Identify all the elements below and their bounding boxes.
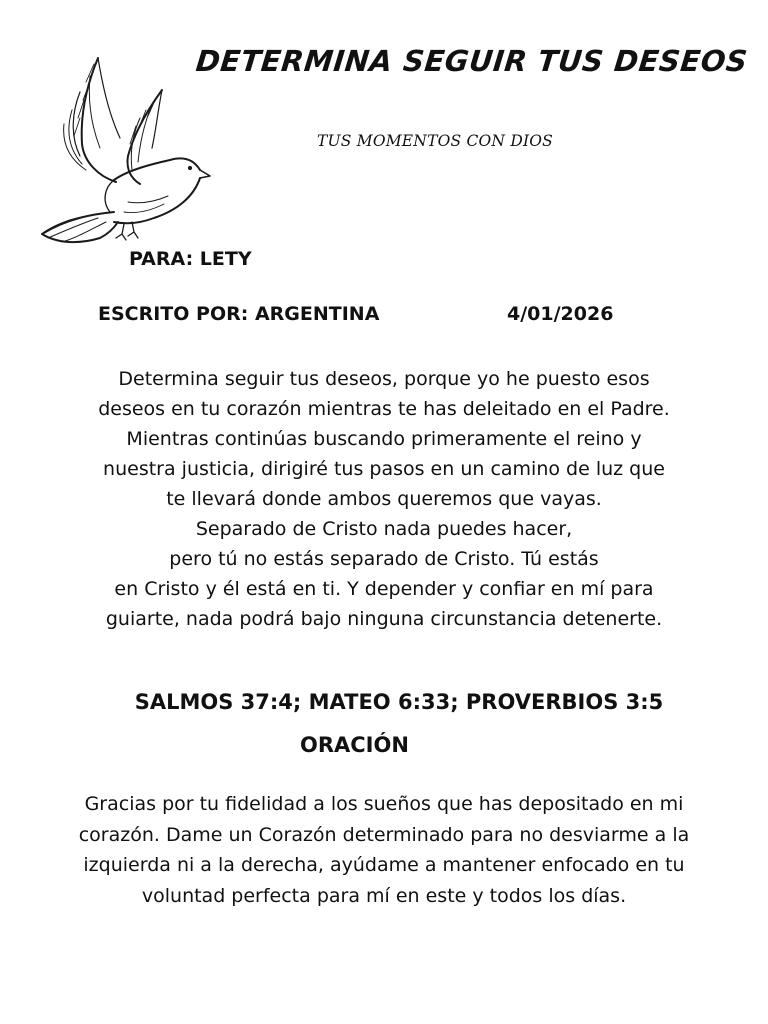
devotional-line: Determina seguir tus deseos, porque yo he puesto esos: [118, 368, 650, 390]
prayer-line: Gracias por tu fidelidad a los sueños que has depositado en mi: [84, 793, 684, 815]
devotional-line: deseos en tu corazón mientras te has deleitado en el Padre.: [98, 398, 670, 420]
prayer-line: izquierda ni a la derecha, ayúdame a mantener enfocado en tu: [83, 854, 685, 876]
prayer-line: voluntad perfecta para mí en este y todos los días.: [141, 884, 627, 907]
devotional-text: [60, 364, 708, 634]
recipient-line: PARA: LETY: [129, 248, 252, 270]
dove-illustration: [28, 52, 218, 252]
devotional-line: pero tú no estás separado de Cristo. Tú estás: [169, 548, 599, 570]
page-subtitle: TUS MOMENTOS CON DIOS: [317, 132, 553, 150]
page-title: DETERMINA SEGUIR TUS DESEOS: [194, 44, 750, 78]
prayer-line: corazón. Dame un Corazón determinado para no desviarme a la: [78, 823, 690, 846]
scripture-references: SALMOS 37:4; MATEO 6:33; PROVERBIOS 3:5: [134, 690, 664, 714]
devotional-line: nuestra justicia, dirigiré tus pasos en un camino de luz que: [103, 458, 665, 480]
devotional-line: guiarte, nada podrá bajo ninguna circunstancia detenerte.: [105, 608, 663, 630]
author-line: ESCRITO POR: ARGENTINA: [98, 303, 380, 325]
prayer-heading: ORACIÓN: [300, 733, 409, 757]
devotional-line: te llevará donde ambos queremos que vayas.: [166, 488, 602, 510]
devotional-line: en Cristo y él está en ti. Y depender y confiar en mí para: [114, 578, 654, 600]
devotional-line: Mientras continúas buscando primeramente el reino y: [126, 428, 642, 450]
devotional-line: Separado de Cristo nada puedes hacer,: [195, 518, 573, 540]
date-line: 4/01/2026: [507, 303, 614, 325]
prayer-text: [20, 789, 748, 911]
